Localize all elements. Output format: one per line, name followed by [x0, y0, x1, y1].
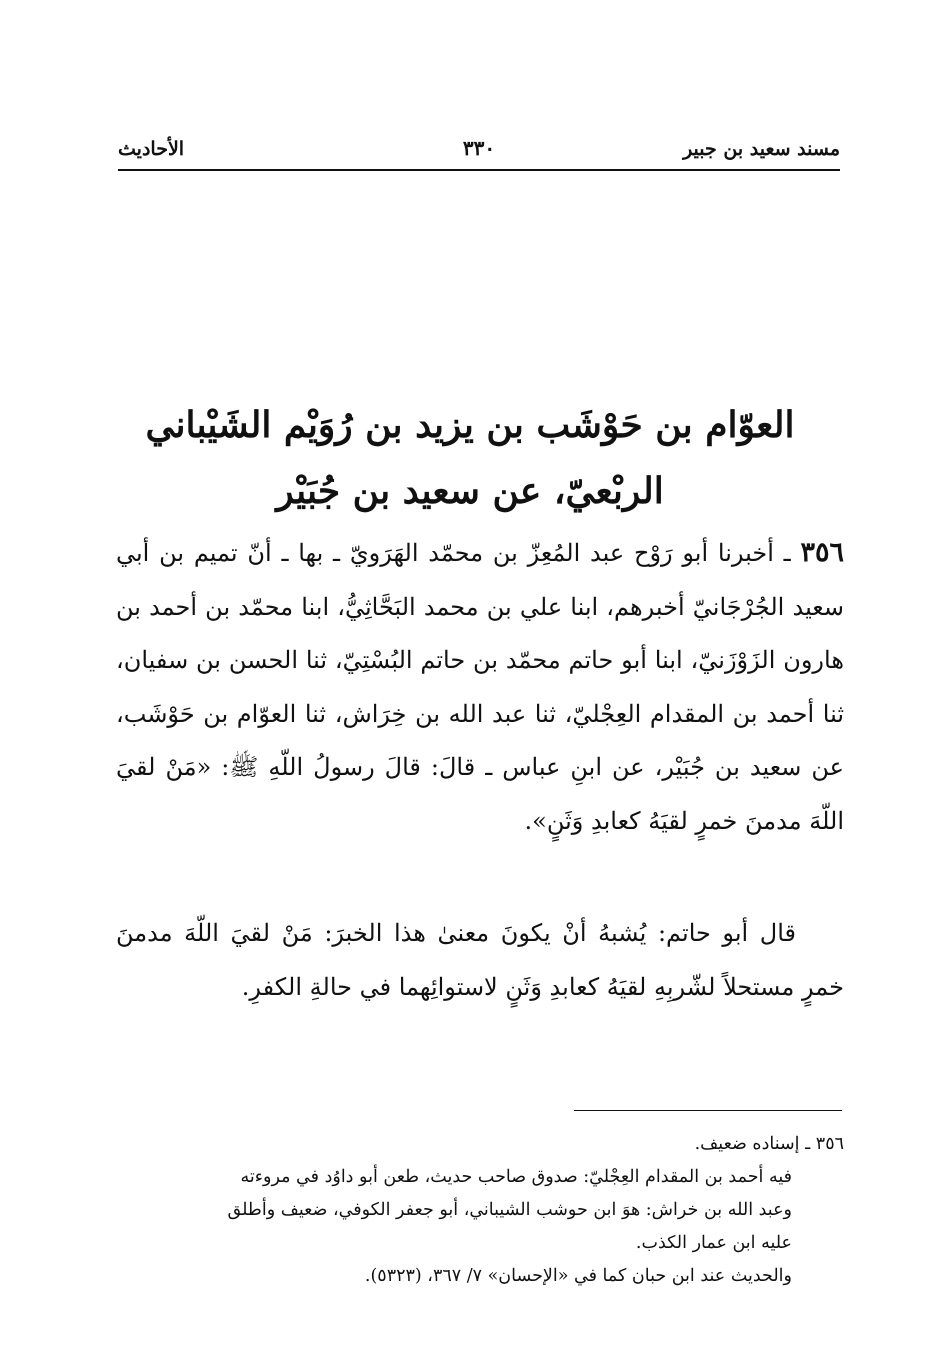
section-title: الأحاديث [118, 138, 185, 160]
commentary [116, 906, 844, 1014]
book-title: مسند سعيد بن جبير [683, 138, 840, 160]
footnote-divider [574, 1110, 842, 1111]
footnote-line: فيه أحمد بن المقدام العِجْليّ: صدوق صاحب حديث، طعن أبو داوُد في مروءته [240, 1167, 792, 1187]
footnote-line: وعبد الله بن خراش: هوَ ابن حوشب الشيباني، أبو جعفر الكوفي، ضعيف وأطلق [227, 1200, 792, 1220]
hadith-text [116, 526, 844, 848]
chapter-title-line-1: العوّام بن حَوْشَب بن يزيد بن رُوَيْم الشَيْباني [145, 404, 795, 446]
footnote-line: عليه ابن عمار الكذب. [635, 1233, 792, 1253]
running-header [118, 132, 840, 172]
footnote-line: والحديث عند ابن حبان كما في «الإحسان» ٧/ ٣٦٧، (٥٣٢٣). [364, 1266, 792, 1286]
header-divider [118, 169, 840, 171]
hadith-number: ٣٥٦ [800, 537, 845, 568]
hadith-body: ـ أخبرنا أبو رَوْح عبد المُعِزّ بن محمّد الهَرَويّ ـ بها ـ أنّ تميم بن أبي سعيد الجُرْجَانيّ أخبرهم، ابنا علي بن محمد البَحَّاثِيُّ، ابنا محمّد بن أحمد بن هارون الزَوْزَنيّ، ابنا أبو حاتم محمّد بن حاتم البُسْتِيّ، ثنا الحسن بن سفيان، ثنا أحمد بن المقدام العِجْليّ، ثنا عبد الله بن خِرَاش، ثنا العوّام بن حَوْشَب، عن سعيد بن جُبَيْر، عن ابنِ عباس ـ قالَ: قالَ رسولُ اللّهِ ﷺ: «مَنْ لقيَ اللّهَ مدمنَ خمرٍ لقيَهُ كعابدِ وَثَنٍ». [116, 539, 845, 835]
chapter-title-line-2: الربْعيّ، عن سعيد بن جُبَيْر [276, 470, 664, 512]
page-number: ٣٣٠ [462, 136, 496, 160]
footnotes [116, 1128, 844, 1293]
commentary-body: قال أبو حاتم: يُشبهُ أنْ يكونَ معنىٰ هذا الخبرَ: مَنْ لقيَ اللّهَ مدمنَ خمرٍ مستحلاً لشّربِهِ لقيَهُ كعابدِ وَثَنٍ لاستوائِهما في حالةِ الكفرِ. [116, 919, 844, 1001]
chapter-title [100, 392, 840, 524]
footnote-line: ٣٥٦ ـ إسناده ضعيف. [694, 1134, 844, 1154]
